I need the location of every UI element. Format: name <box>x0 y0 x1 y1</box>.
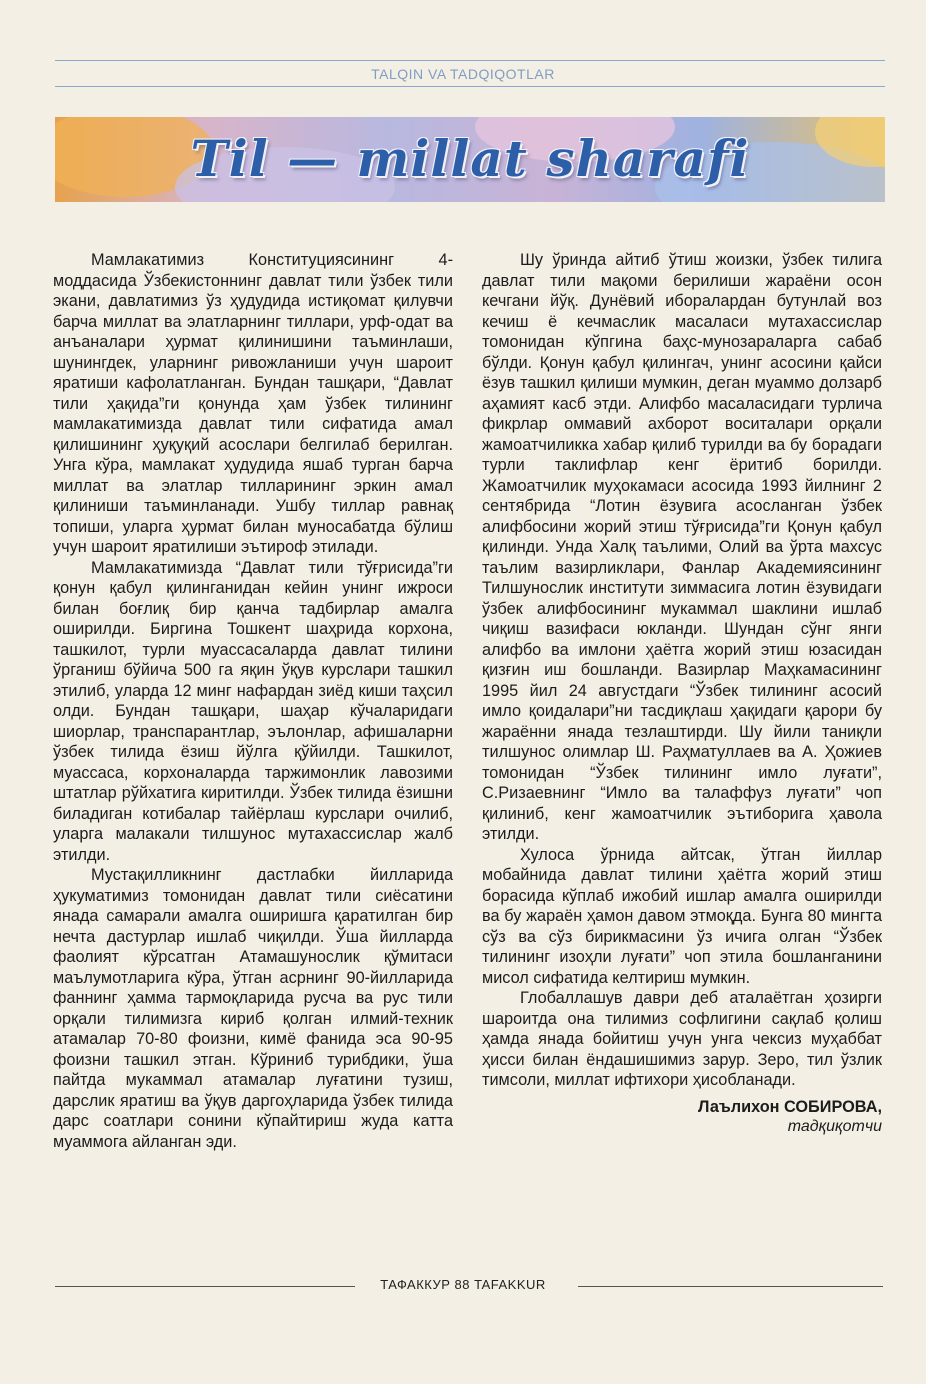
paragraph: Шу ўринда айтиб ўтиш жоизки, ўзбек тилига давлат тили мақоми берилиши жараёни осон кечгани йўқ. Дунёвий иборалардан бутунлай воз кечиш ё кечмаслик масаласи мутахассислар томонидан кўпгина баҳс-мунозараларга сабаб бўлди. Қонун қабул қилингач, унинг асосини қайси ёзув ташкил қилиши мумкин, деган муаммо долзарб аҳамият касб этди. Алифбо масаласидаги турлича фикрлар оммавий ахборот воситалари орқали жамоатчиликка хабар қилиб турилди ва бу борадаги турли таклифлар кенг ёритиб борилди. Жамоатчилик муҳокамаси асосида 1993 йилнинг 2 сентябрида “Лотин ёзувига асосланган ўзбек алифбосини жорий этиш тўғрисида”ги Қонун қабул қилинди. Унда Халқ таълими, Олий ва ўрта махсус таълим вазирликлари, Фанлар Академиясининг Тилшунослик институти зиммасига лотин ёзувидаги ўзбек алифбосининг мукаммал шаклини ишлаб чиқиш вазифаси юкланди. Шундан сўнг янги алифбо ва имлони ҳаётга жорий этиш юзасидан қизғин иш бошланди. Вазирлар Маҳкамасининг 1995 йил 24 августдаги “Ўзбек тилининг асосий имло қоидалари”ни тасдиқлаш ҳақидаги қарори бу жараённи янада тезлаштирди. Шу йили таниқли тилшунос олимлар Ш. Раҳматуллаев ва А. Ҳожиев томонидан “Ўзбек тилининг имло луғати”, С.Ризаевнинг “Имло ва талаффуз луғати” чоп қилиниб, кенг жамоатчилик эътиборига ҳавола этилди. <box>482 251 882 843</box>
title-banner <box>55 117 885 202</box>
left-column <box>53 250 453 1152</box>
author-role: тадқиқотчи <box>787 1118 882 1135</box>
paragraph: Мамлакатимизда “Давлат тили тўғрисида”ги қонун қабул қилинганидан кейин унинг ижроси билан боғлиқ бир қанча тадбирлар амалга оширилди. Биргина Тошкент шаҳрида корхона, ташкилот, турли муассасаларда давлат тилини ўрганиш бўйича 500 га яқин ўқув курслари ташкил этилиб, уларда 12 минг нафардан зиёд киши таҳсил олди. Бундан ташқари, шаҳар кўчаларидаги шиорлар, транспарантлар, эълонлар, афишаларни ўзбек тилида ёзиш йўлга қўйилди. Ташкилот, муассаса, корхоналарда таржимонлик лавозими штатлар рўйхатига киритилди. Ўзбек тилида ёзишни биладиган котибалар тайёрлаш курслари очилиб, уларга малакали тилшунос мутахассислар жалб этилди. <box>53 558 453 864</box>
paragraph: Глобаллашув даври деб аталаётган ҳозирги шароитда она тилимиз софлигини сақлаб қолиш ҳамда янада бойитиш учун унга чексиз муҳаббат ҳисси билан ёндашишимиз зарур. Зеро, тил ўзлик тимсоли, миллат ифтихори ҳисобланади. <box>482 989 882 1089</box>
paragraph: Мустақилликнинг дастлабки йилларида ҳукуматимиз томонидан давлат тили сиёсатини янада самарали амалга оширишга қаратилган бир нечта дастурлар ишлаб чиқилди. Ўша йилларда фаолият кўрсатган Атамашунослик қўмитаси маълумотларига кўра, ўтган асрнинг 90-йилларида фаннинг ҳамма тармоқларида русча ва рус тили орқали тилимизга кириб қолган илмий-техник атамалар 70-80 фоизни, кимё фанида эса 90-95 фоизни ташкил этган. Кўриниб турибдики, ўша пайтда мукаммал атамалар луғатини тузиш, дарслик яратиш ва ўқув даргоҳларида ўзбек тилида дарс соатлари сонини кўпайтириш жуда катта муаммога айланган эди. <box>53 866 453 1151</box>
author-name: Лаълихон СОБИРОВА, <box>697 1097 882 1116</box>
footer-right-rule <box>578 1286 883 1287</box>
right-column <box>482 250 882 1138</box>
section-header: TALQIN VA TADQIQOTLAR <box>371 66 555 82</box>
article-title: Til — millat sharafi <box>190 129 750 188</box>
header-bottom-rule <box>55 86 885 87</box>
paragraph: Мамлакатимиз Конституциясининг 4-моддасида Ўзбекистоннинг давлат тили ўзбек тили экани, давлатимиз ўз ҳудудида истиқомат қилувчи барча миллат ва элатларнинг тиллари, урф-одат ва анъаналари ҳурмат қилинишини таъминлаши, шунингдек, уларнинг ривожланиши учун шароит яратиши кафолатланган. Бундан ташқари, “Давлат тили ҳақида”ги қонунда ҳам ўзбек тилининг мамлакатимизда давлат тили сифатида амал қилишининг ҳуқуқий асослари белгилаб берилган. Унга кўра, мамлакат ҳудудида яшаб турган барча миллат ва элатлар тилларининг эркин амал қилиниши таъминланади. Ушбу тиллар равнақ топиши, уларга ҳурмат билан муносабатда бўлиш учун шароит яратилиши эътироф этилади. <box>53 251 453 556</box>
author-signature <box>482 1097 882 1138</box>
footer-page-label: ТАФАККУР 88 TAFAKKUR <box>380 1277 546 1292</box>
header-top-rule <box>55 60 885 61</box>
paragraph: Хулоса ўрнида айтсак, ўтган йиллар мобайнида давлат тилини ҳаётга жорий этиш борасида кўплаб ижобий ишлар амалга оширилди ва бу жараён ҳамон давом этмоқда. Бунга 80 мингта сўз ва сўз бирикмасини ўз ичига олган “Ўзбек тилининг изоҳли луғати” чоп этила бошланганини мисол сифатида келтириш мумкин. <box>482 845 882 987</box>
